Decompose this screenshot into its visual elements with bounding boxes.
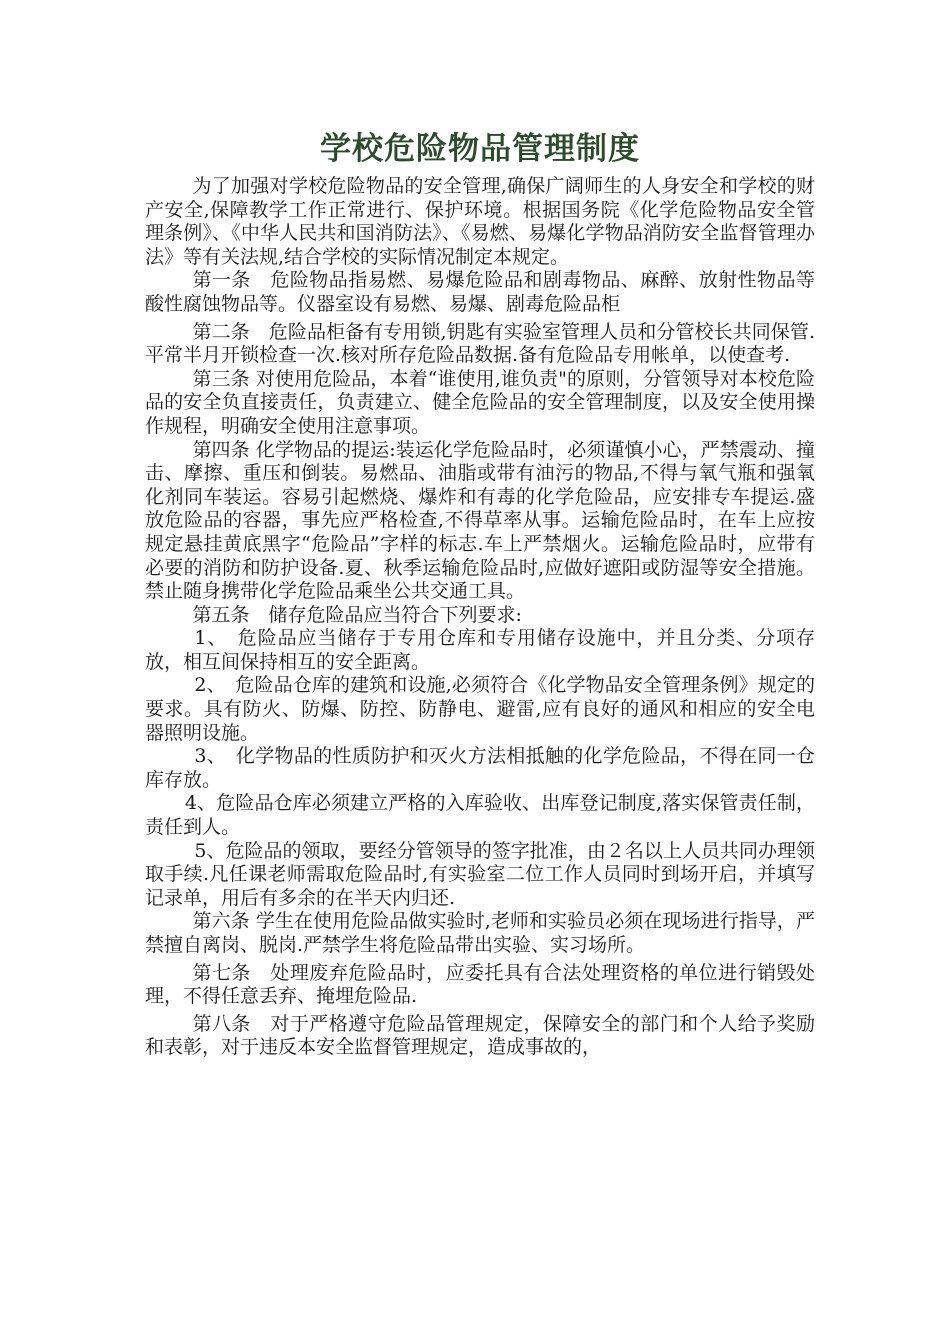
document-title: 学校危险物品管理制度 xyxy=(320,131,640,167)
paragraph-article-8: 第八条 对于严格遵守危险品管理规定，保障安全的部门和个人给予奖励和表彰，对于违反本安全监督管理规定，造成事故的， xyxy=(145,1012,815,1059)
paragraph-article-5-item-2: 2、 危险品仓库的建筑和设施,必须符合《化学物品安全管理条例》规定的要求。具有防火、防爆、防控、防静电、避雷,应有良好的通风和相应的安全电器照明设施。 xyxy=(145,674,815,744)
paragraph-intro: 为了加强对学校危险物品的安全管理,确保广阔师生的人身安全和学校的财产安全,保障教学工作正常进行、保护环境。根据国务院《化学危险物品安全管理条例》、《中华人民共和国消防法》、《易燃、易爆化学物品消防安全监督管理办法》等有关法规,结合学校的实际情况制定本规定。 xyxy=(145,175,815,268)
paragraph-article-5-item-5: 5、危险品的领取，要经分管领导的签字批准，由２名以上人员共同办理领取手续.凡任课老师需取危险品时,有实验室二位工作人员同时到场开启，并填写记录单，用后有多余的在半天内归还. xyxy=(145,839,815,909)
paragraph-article-5-item-1: 1、 危险品应当储存于专用仓库和专用储存设施中，并且分类、分项存放，相互间保持相互的安全距离。 xyxy=(145,627,815,673)
paragraph-article-5: 第五条 储存危险品应当符合下列要求: xyxy=(192,603,522,626)
paragraph-article-2: 第二条 危险品柜备有专用锁,钥匙有实验室管理人员和分管校长共同保管. 平常半月开锁检查一次.核对所存危险品数据.备有危险品专用帐单，以使查考. xyxy=(145,320,815,367)
document-page xyxy=(145,128,815,1060)
paragraph-article-3: 第三条 对使用危险品，本着“谁使用,谁负责"的原则，分管领导对本校危险品的安全负直接责任，负责建立、健全危险品的安全管理制度，以及安全使用操作规程，明确安全使用注意事项。 xyxy=(145,367,815,437)
paragraph-article-1: 第一条 危险物品指易燃、易爆危险品和剧毒物品、麻醉、放射性物品等酸性腐蚀物品等。仪器室设有易燃、易爆、剧毒危险品柜 xyxy=(145,269,815,315)
document-body xyxy=(145,175,815,1060)
paragraph-article-5-item-3: 3、 化学物品的性质防护和灭火方法相抵触的化学危险品，不得在同一仓库存放。 xyxy=(145,745,815,791)
paragraph-article-4: 第四条 化学物品的提运:装运化学危险品时，必须谨慎小心，严禁震动、撞击、摩擦、重压和倒装。易燃品、油脂或带有油污的物品,不得与氧气瓶和强氧化剂同车装运。容易引起燃烧、爆炸和有毒的化学危险品，应安排专车提运.盛放危险品的容器，事先应严格检查,不得草率从事。运输危险品时，在车上应按规定悬挂黄底黑字“危险品”字样的标志.车上严禁烟火。运输危险品时，应带有必要的消防和防护设备.夏、秋季运输危险品时,应做好遮阳或防湿等安全措施。禁止随身携带化学危险品乘坐公共交通工具。 xyxy=(145,438,815,603)
paragraph-article-6: 第六条 学生在使用危险品做实验时,老师和实验员必须在现场进行指导，严禁擅自离岗、脱岗.严禁学生将危险品带出实验、实习场所。 xyxy=(145,910,815,956)
paragraph-article-5-item-4: 4、危险品仓库必须建立严格的入库验收、出库登记制度,落实保管责任制，责任到人。 xyxy=(145,792,815,839)
paragraph-article-7: 第七条 处理废弃危险品时，应委托具有合法处理资格的单位进行销毁处理，不得任意丢弃、掩埋危险品. xyxy=(145,961,815,1008)
